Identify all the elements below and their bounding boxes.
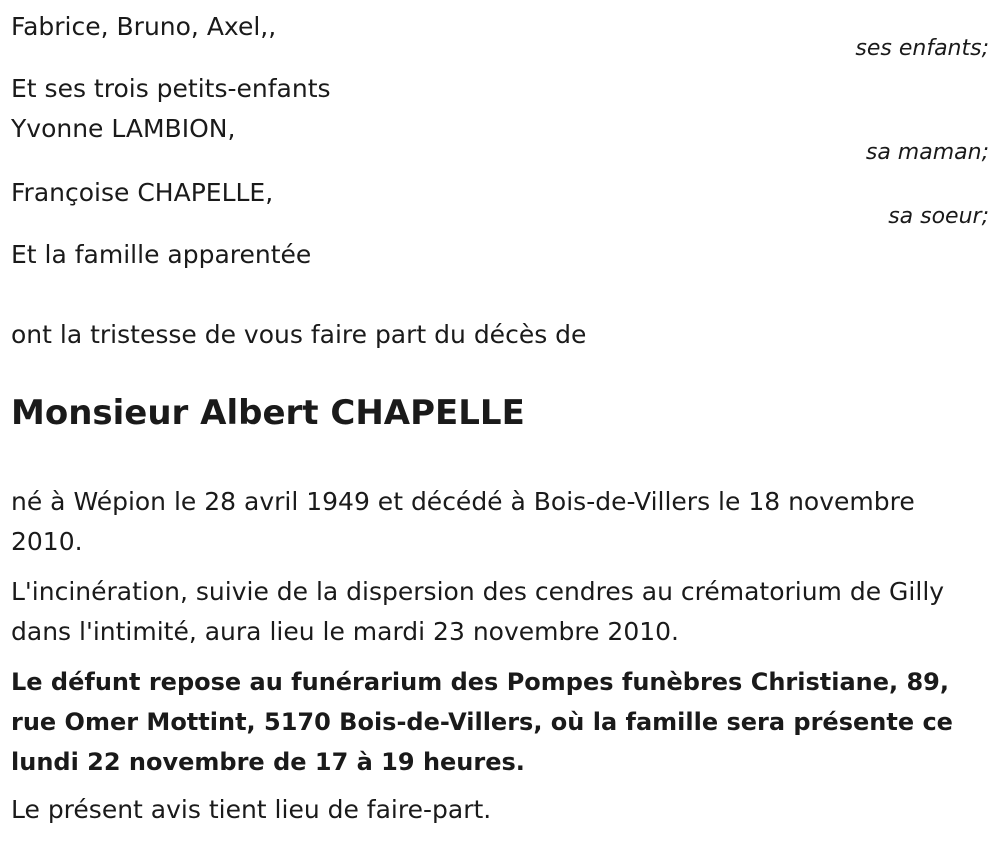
ceremony-paragraph: L'incinération, suivie de la dispersion des cendres au crématorium de Gilly dans l'intimité, aura lieu le mardi 23 novembre 2010. — [11, 577, 945, 646]
sister-role: sa soeur; — [888, 204, 989, 229]
viewing-paragraph: Le défunt repose au funérarium des Pompes funèbres Christiane, 89, rue Omer Mottint, 5170 Bois-de-Villers, où la famille sera présente ce lundi 22 novembre de 17 à 19 heures. — [11, 668, 953, 776]
children-role: ses enfants; — [855, 36, 989, 61]
relatives-line: Et la famille apparentée — [11, 240, 312, 269]
deceased-name: Monsieur Albert CHAPELLE — [11, 393, 525, 433]
birth-death-paragraph: né à Wépion le 28 avril 1949 et décédé à Bois-de-Villers le 18 novembre 2010. — [11, 487, 915, 556]
children-names: Fabrice, Bruno, Axel,, — [11, 12, 277, 41]
mother-role: sa maman; — [865, 140, 989, 165]
mother-name: Yvonne LAMBION, — [11, 114, 236, 143]
grandchildren-line: Et ses trois petits-enfants — [11, 74, 331, 103]
closing-line: Le présent avis tient lieu de faire-part. — [11, 795, 492, 824]
sister-name: Françoise CHAPELLE, — [11, 178, 274, 207]
intro-line: ont la tristesse de vous faire part du décès de — [11, 320, 587, 349]
